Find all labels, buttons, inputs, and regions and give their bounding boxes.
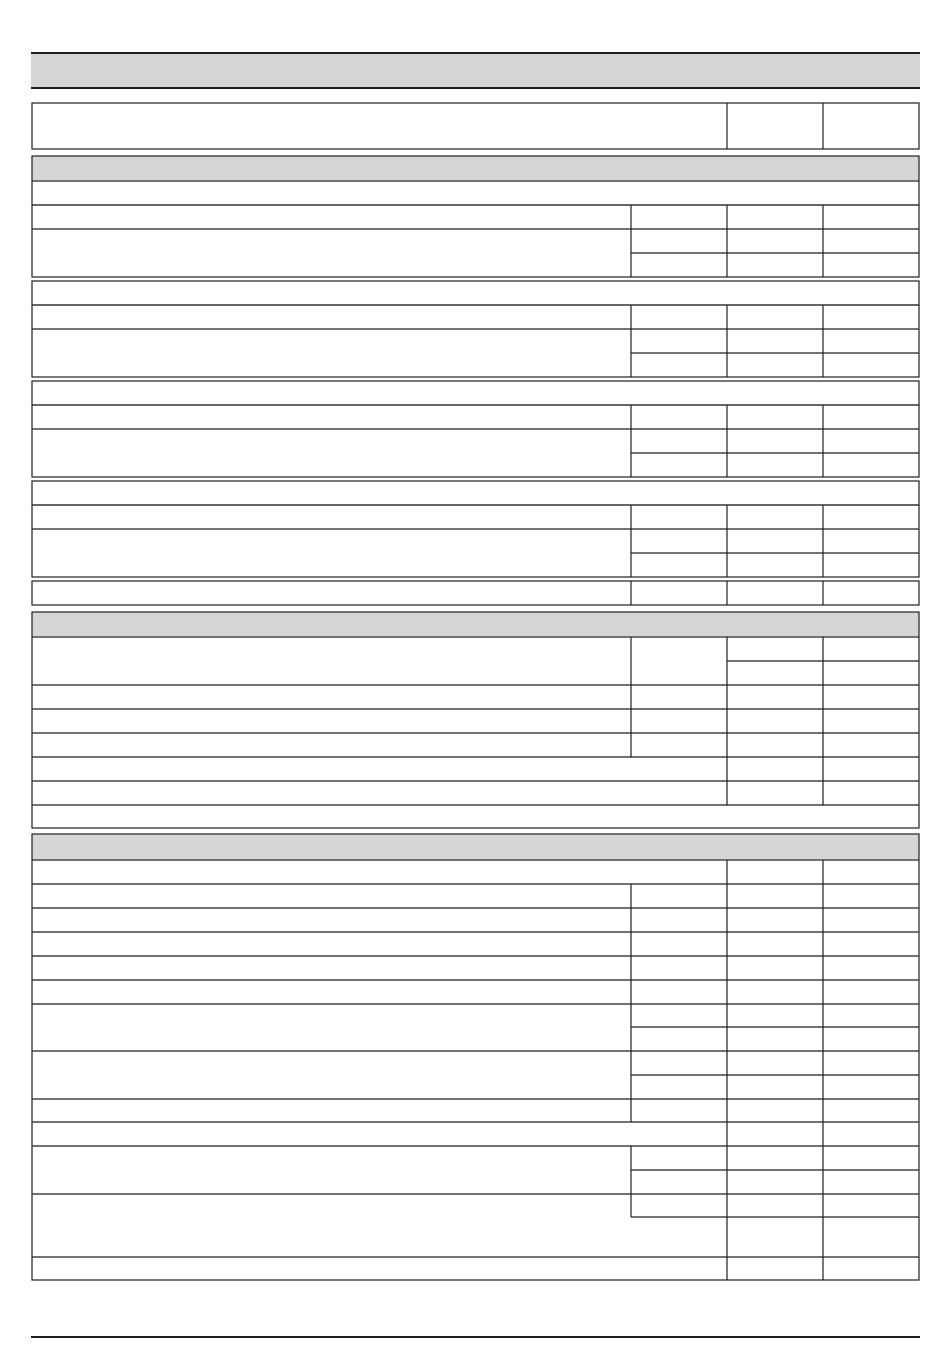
section-b-heading-fill	[32, 612, 919, 636]
section-c-box	[32, 834, 919, 1280]
section-a-heading-fill	[32, 156, 919, 180]
grid-lines	[32, 103, 919, 1280]
group-3-box	[32, 381, 919, 405]
intro-box	[32, 103, 919, 149]
footer-rule	[31, 1336, 920, 1338]
total-row-box	[32, 581, 919, 605]
section-c-heading-fill	[32, 834, 919, 859]
group-1-rows-box	[32, 205, 919, 277]
group-2-rows-box	[32, 305, 919, 377]
group-4-rows-box	[32, 505, 919, 577]
group-3-rows-box	[32, 405, 919, 477]
group-2-box	[32, 281, 919, 305]
section-fills	[32, 156, 919, 859]
section-b-box	[32, 612, 919, 828]
group-4-box	[32, 481, 919, 505]
grid-boxes	[32, 103, 919, 1280]
